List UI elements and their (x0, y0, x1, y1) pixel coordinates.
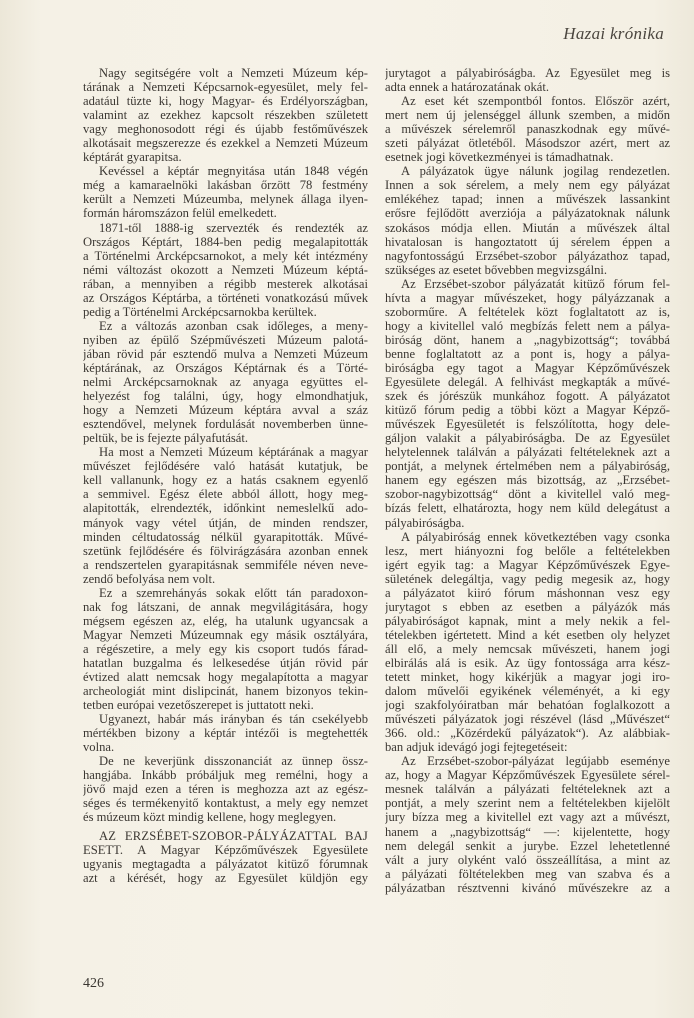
text-line: mértékben bizony a képtár intézői is megtehették (83, 726, 368, 741)
text-line: biróság dönt, hanem a „nagybizottság“; továbbá (385, 332, 670, 347)
text-line: ugyanis megtagadta a pályázatot kitüző fórumnak (83, 856, 368, 871)
text-line: jurytagot a pályabiróságba. Az Egyesület meg is (385, 66, 670, 80)
text-line: lesz, mert hiányozni fog belőle a feltételekben (385, 543, 670, 558)
paragraph (385, 530, 670, 755)
text-line: áll elő, a mely nemcsak művészeti, hanem jogi (385, 641, 670, 656)
text-line: valamint az ezekhez kapcsolt részekben született (83, 108, 368, 123)
text-line: mesnek találván a pályázati feltételeknek azt a (385, 782, 670, 797)
running-head: Hazai krónika (563, 24, 664, 43)
text-line: mert nem új jelenséggel állunk szemben, a midőn (385, 108, 670, 123)
text-line: azt a kérését, hogy az Egyesület küldjön egy (83, 870, 368, 885)
text-line: nelmi Arcképcsarnoknak az anyaga együttes el- (83, 375, 368, 390)
text-line: a Történelmi Arcképcsarnokot, a mely két intézmény (83, 248, 368, 263)
text-line: igért egyik tag: a Magyar Képzőművészek Egye- (385, 557, 670, 572)
text-line: került a Nemzeti Múzeumba, melynek állaga ilyen- (83, 192, 368, 207)
text-line: De ne keverjünk disszonanciát az ünnep össz- (99, 754, 368, 769)
text-line: és múzeum közt mindig kellene, hogy meglegyen. (83, 810, 337, 825)
text-line: A pályázatok ügye nálunk jogilag rendezetlen. (401, 164, 670, 179)
text-line: nagyfontosságú Erzsébet-szobor pályázathoz tapad, (385, 248, 670, 263)
text-line: Ez a szemrehányás sokak előtt tán paradoxon- (99, 585, 368, 600)
text-line: Országos Képtárt, 1884-ben pedig megalapitották (83, 234, 368, 249)
text-line: tárának a Nemzeti Képcsarnok-egyesület, mely fel- (83, 80, 368, 95)
text-line: hogy a Nemzeti Múzeum képtára avval a száz (83, 403, 368, 418)
text-line: a pályázatot kiiró fórum máshonnan vesz egy (385, 585, 670, 600)
text-line: szobor-nagybizottság“ dönt a kivitellel való meg- (385, 487, 670, 502)
paragraph (83, 712, 368, 754)
text-line: mányok vagy vétel útján, de minden rendszer, (83, 515, 368, 530)
text-line: peltük, be is fejezte pályafutását. (83, 431, 249, 446)
text-line: képtárát gyarapitsa. (83, 150, 182, 165)
text-line: vagy meghonosodott régi és újabb festőművészek (83, 122, 368, 137)
text-line: tételekben igértetett. Mind a két esetben oly helyzet (385, 627, 670, 642)
text-line: jurytagot s ebben az esetben a pályázók más (385, 599, 670, 614)
text-line: gáljon valakit a pályabiróságba. De az Egyesület (385, 431, 670, 446)
text-line: pályázatban résztvenni kivánó művészekre az a (385, 880, 670, 895)
text-line: pontját, a mely szerint nem a feltételekben kijelölt (385, 796, 670, 811)
text-line: adta ennek a határozatának okát. (385, 80, 549, 95)
paragraph (83, 164, 368, 220)
text-line: 1871-től 1888-ig szervezték és rendezték az (99, 220, 368, 235)
paragraph (385, 66, 670, 94)
text-line: nak fog látszani, de annak megvilágitására, hogy (83, 599, 368, 614)
paragraph (385, 277, 670, 530)
text-line: nem delegál senkit a jurybe. Ezzel lehetetlenné (385, 838, 670, 853)
text-line: pályabiróságba. (385, 515, 465, 530)
paragraph (83, 829, 368, 885)
text-line: Egyesülete delegál. A felhivást megkapták a művé- (385, 375, 670, 390)
text-line: az Országos Képtárba, a történeti vonatkozású művek (83, 290, 368, 305)
text-line: zendő befolyása nem volt. (83, 571, 216, 586)
text-line: dalom művelői egyikének véleményét, a ki egy (385, 684, 670, 699)
text-line: hanem egy egészen más bizottság, az „Erzsébet- (385, 473, 670, 488)
text-line: benne foglaltatott az a pont is, hogy a pálya- (385, 346, 670, 361)
text-line: szükséges az esetet bővebben megvizsgálni. (385, 262, 608, 277)
paragraph (83, 586, 368, 712)
text-line: alapitották, elrendezték, időnkint nemeslelkű ado- (83, 501, 368, 516)
text-line: mégsem egészen az, elég, ha utalunk ugyancsak a (83, 613, 368, 628)
text-line: ESETT. A Magyar Képzőművészek Egyesülete (83, 842, 368, 857)
text-line: Az Erzsébet-szobor-pályázat legújabb eseménye (401, 754, 670, 769)
text-line: Az Erzsébet-szobor pályázatát kitüző fórum fel- (401, 276, 670, 291)
text-line: Magyar Nemzeti Múzeumnak egy másik osztályára, (83, 627, 368, 642)
text-line: képtárának, az Országos Képtárnak és a Törté- (83, 360, 368, 375)
text-line: bízás felett, elhatározta, hogy nem küld delegátust a (385, 501, 670, 516)
paragraph (83, 221, 368, 319)
text-line: művészet fejlődésére való hatását kutatjuk, be (83, 459, 368, 474)
text-line: Nagy segitségére volt a Nemzeti Múzeum kép- (99, 66, 368, 80)
text-line: adatául tüzte ki, hogy Magyar- és Erdélyországban, (83, 94, 368, 109)
paragraph (385, 94, 670, 164)
text-line: volna. (83, 740, 115, 755)
text-line: erősre fejlődött averziója a pályázatoknak nálunk (385, 206, 670, 221)
text-line: az, hogy a Magyar Képzőművészek Egyesülete sérel- (385, 768, 670, 783)
right-column (385, 66, 670, 895)
text-line: jövő majd ezen a téren is meghozza azt az egész- (83, 782, 368, 797)
text-line: a régészetire, a mely egy kis csoport tudós fárad- (83, 641, 368, 656)
text-line: Ugyanezt, habár más irányban és tán csekélyebb (99, 712, 368, 727)
text-line: a rendszertelen gyarapitásnak semmiféle néven neve- (83, 557, 368, 572)
text-line: 366. old.: „Közérdekű pályázatok“). Az alábbiak- (385, 726, 670, 741)
text-line: a semmivel. Egész élete abból állott, hogy meg- (83, 487, 368, 502)
text-line: sületének delegáltja, vagy pedig megesik az, hogy (385, 571, 670, 586)
paragraph (83, 66, 368, 164)
text-line: alkotásait megszerezze és ezekkel a Nemzeti Múzeum (83, 136, 368, 151)
text-line: nyiben az épülő Szépművészeti Múzeum palotá- (83, 332, 368, 347)
text-line: pontját, a melynek értelmében nem a pályabiróság, (385, 459, 670, 474)
text-line: AZ ERZSÉBET-SZOBOR-PÁLYÁZATTAL BAJ (99, 828, 368, 843)
text-line: szokásos módja ellen. Miután a művészek által (385, 220, 670, 235)
text-line: vált a jury olyként való összeállítása, a mint az (385, 852, 670, 867)
text-line: minden céltudatosság nélkül gyarapitották. Művé- (83, 529, 368, 544)
text-line: esztendővel, melynek fordulását novemberben ünne- (83, 417, 368, 432)
text-line: kitüző fórum pedig a többi közt a Magyar Képző- (385, 403, 670, 418)
paragraph (83, 319, 368, 445)
text-line: pedig a Történelmi Arcképcsarnokba kerültek. (83, 304, 317, 319)
text-line: esetnek jogi következményei is támadhatnak. (385, 150, 614, 165)
text-line: Ha most a Nemzeti Múzeum képtárának a magyar (99, 445, 368, 460)
text-line: helyezést fog találni, úgy, hogy elmondhatjuk, (83, 389, 368, 404)
paragraph (385, 754, 670, 894)
text-line: a pályázati föltételekben meg van szabva és a (385, 866, 670, 881)
text-line: Innen a sok sérelem, a mely nem egy pályázat (385, 178, 670, 193)
page-number: 426 (83, 976, 104, 991)
text-line: A pályabiróság ennek következtében vagy csonka (401, 529, 670, 544)
text-line: hivatalosan is hangoztatott új sérelem éppen a (385, 234, 670, 249)
text-line: hatatlan buzgalma és lelkesedése útján rövid pár (83, 655, 368, 670)
text-line: művészeti pályázatok jogi részével (lásd „Művészet“ (385, 712, 670, 727)
text-line: elbirálás alá is esik. Az ügy fontossága arra kész- (385, 655, 670, 670)
text-line: szetünk fejlődésére és fölvirágzására azonban ennek (83, 543, 368, 558)
text-line: még a kamaraelnöki lakásban őrzött 78 festmény (83, 178, 368, 193)
text-line: szoborműre. A feltételek közt foglaltatott az is, (385, 304, 670, 319)
text-line: Ez a változás azonban csak időleges, a meny- (99, 318, 368, 333)
text-line: emlékéhez tapad; innen a művészek lassankint (385, 192, 670, 207)
text-line: séges és termékenyitő kontaktust, a mely egy nemzet (83, 796, 368, 811)
paragraph (385, 164, 670, 276)
text-line: némi változást okozott a Nemzeti Múzeum képtá- (83, 262, 368, 277)
text-line: ban adjuk idevágó jogi fejtegetéseit: (385, 740, 568, 755)
text-line: hanem a „nagybizottság“ —: kijelentette, hogy (385, 824, 670, 839)
text-line: tetett minket, hogy kikérjük a magyar jogi iro- (385, 670, 670, 685)
text-line: a művészek sérelemről panaszkodnak egy művé- (385, 122, 670, 137)
text-line: pályabiróságot kapnak, mint a mely nekik a fel- (385, 613, 670, 628)
paragraph (83, 445, 368, 585)
text-line: Kevéssel a képtár megnyitása után 1848 végén (99, 164, 368, 179)
text-line: tetben európai vezetőszerepet is juttatott neki. (83, 698, 314, 713)
text-line: kell vallanunk, hogy ez a hatás csaknem egyenlő (83, 473, 368, 488)
text-line: rában, a mennyiben a régibb mesterek alkotásai (83, 276, 368, 291)
text-line: szek és jórészük munkához fogott. A pályázatot (385, 389, 670, 404)
text-line: jában rövid pár esztendő mulva a Nemzeti Múzeum (83, 346, 368, 361)
text-line: hangjába. Inkább próbáljuk meg remélni, hogy a (83, 768, 368, 783)
text-line: évtized alatt nemcsak hogy megalapította a magyar (83, 670, 368, 685)
text-line: Az eset két szempontból fontos. Először azért, (401, 94, 670, 109)
paragraph (83, 754, 368, 824)
text-line: hogy a kivitellel való megbízás felett nem a pálya- (385, 318, 670, 333)
text-line: formán háromszázon felül emelkedett. (83, 206, 277, 221)
text-line: biróságba egy tagot a Magyar Képzőművészek (385, 360, 670, 375)
text-line: szeti pályázat ötletéből. Másodszor azért, mert az (385, 136, 670, 151)
text-line: archeologiát mint dislipcinát, hanem bizonyos tekin- (83, 684, 368, 699)
left-column (83, 66, 368, 885)
text-line: jogi szakfolyóiratban már behatóan foglalkozott a (385, 698, 670, 713)
text-line: helytelennek találván a pályázati feltételeknek azt a (385, 445, 670, 460)
text-line: jury bízza meg a kivitellel ezt vagy azt a művészt, (385, 810, 670, 825)
text-line: hívta a magyar művészeket, hogy pályázzanak a (385, 290, 670, 305)
text-line: művészek Egyesületét is felszólította, hogy dele- (385, 417, 670, 432)
